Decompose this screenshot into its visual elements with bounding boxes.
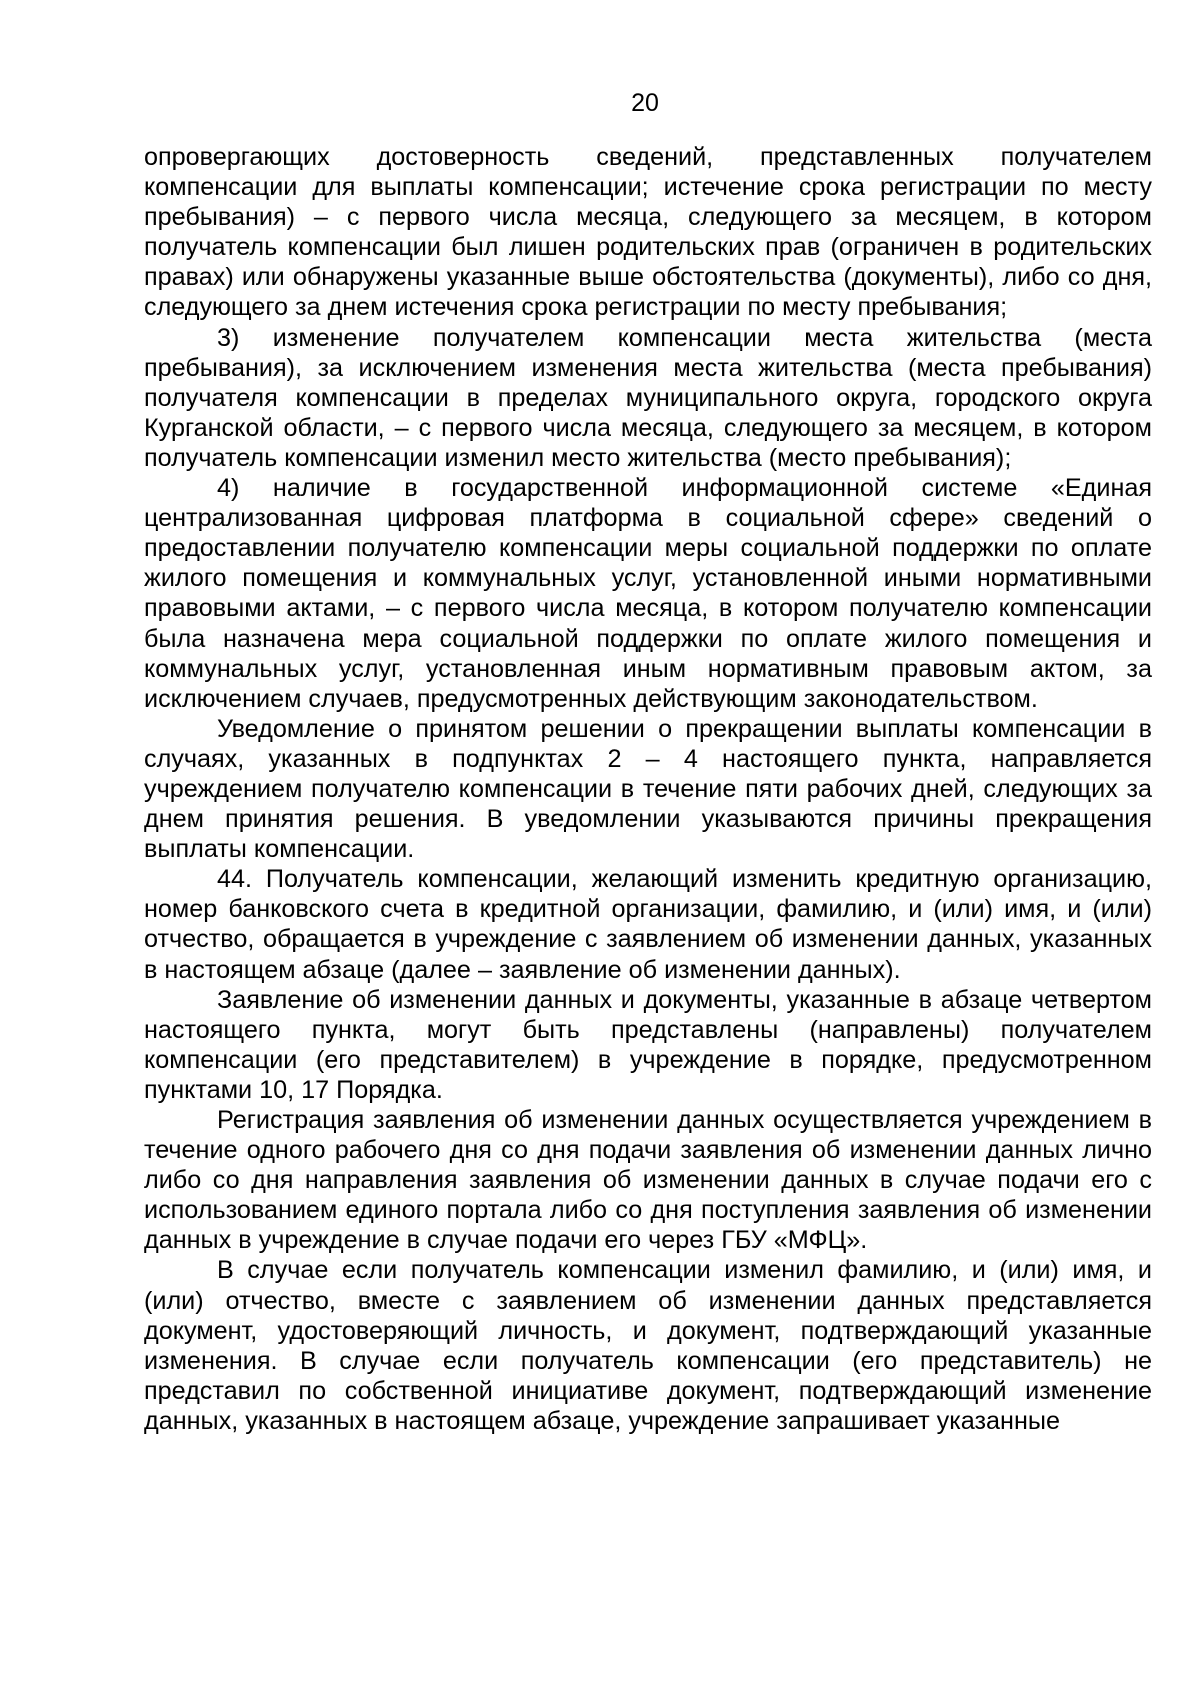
paragraph-notification: Уведомление о принятом решении о прекращении выплаты компенсации в случаях, указанных в подпунктах 2 – 4 настоящего пункта, направляется учреждением получателю компенсации в течение пяти рабочих дней, следующих за днем принятия решения. В уведомлении указываются причины прекращения выплаты компенсации. [144,714,1152,864]
document-body [144,142,1152,1436]
paragraph-clause-44: 44. Получатель компенсации, желающий изменить кредитную организацию, номер банковского счета в кредитной организации, фамилию, и (или) имя, и (или) отчество, обращается в учреждение с заявлением об изменении данных, указанных в настоящем абзаце (далее – заявление об изменении данных). [144,865,1152,984]
paragraph-continuation: опровергающих достоверность сведений, представленных получателем компенсации для выплаты компенсации; истечение срока регистрации по месту пребывания) – с первого числа месяца, следующего за месяцем, в котором получатель компенсации был лишен родительских прав (ограничен в родительских правах) или обнаружены указанные выше обстоятельства (документы), либо со дня, следующего за днем истечения срока регистрации по месту пребывания; [144,143,1152,322]
paragraph-documents-submission: Заявление об изменении данных и документы, указанные в абзаце четвертом настоящего пункта, могут быть представлены (направлены) получателем компенсации (его представителем) в учреждение в порядке, предусмотренном пунктами 10, 17 Порядка. [144,985,1152,1104]
paragraph-name-change: В случае если получатель компенсации изменил фамилию, и (или) имя, и (или) отчество, вместе с заявлением об изменении данных представляется документ, удостоверяющий личность, и документ, подтверждающий указанные изменения. В случае если получатель компенсации (его представитель) не представил по собственной инициативе документ, подтверждающий изменение данных, указанных в настоящем абзаце, учреждение запрашивает указанные [144,1256,1152,1435]
paragraph-item-3: 3) изменение получателем компенсации места жительства (места пребывания), за исключением изменения места жительства (места пребывания) получателя компенсации в пределах муниципального округа, городского округа Курганской области, – с первого числа месяца, следующего за месяцем, в котором получатель компенсации изменил место жительства (место пребывания); [144,323,1152,472]
paragraph-item-4: 4) наличие в государственной информационной системе «Единая централизованная цифровая платформа в социальной сфере» сведений о предоставлении получателю компенсации меры социальной поддержки по оплате жилого помещения и коммунальных услуг, установленной иными нормативными правовыми актами, – с первого числа месяца, в котором получателю компенсации была назначена мера социальной поддержки по оплате жилого помещения и коммунальных услуг, установленная иным нормативным правовым актом, за исключением случаев, предусмотренных действующим законодательством. [144,474,1152,713]
page-number: 20 [631,89,659,117]
paragraph-registration: Регистрация заявления об изменении данных осуществляется учреждением в течение одного рабочего дня со дня подачи заявления об изменении данных лично либо со дня направления заявления об изменении данных в случае подачи его с использованием единого портала либо со дня поступления заявления об изменении данных в учреждение в случае подачи его через ГБУ «МФЦ». [144,1106,1152,1255]
